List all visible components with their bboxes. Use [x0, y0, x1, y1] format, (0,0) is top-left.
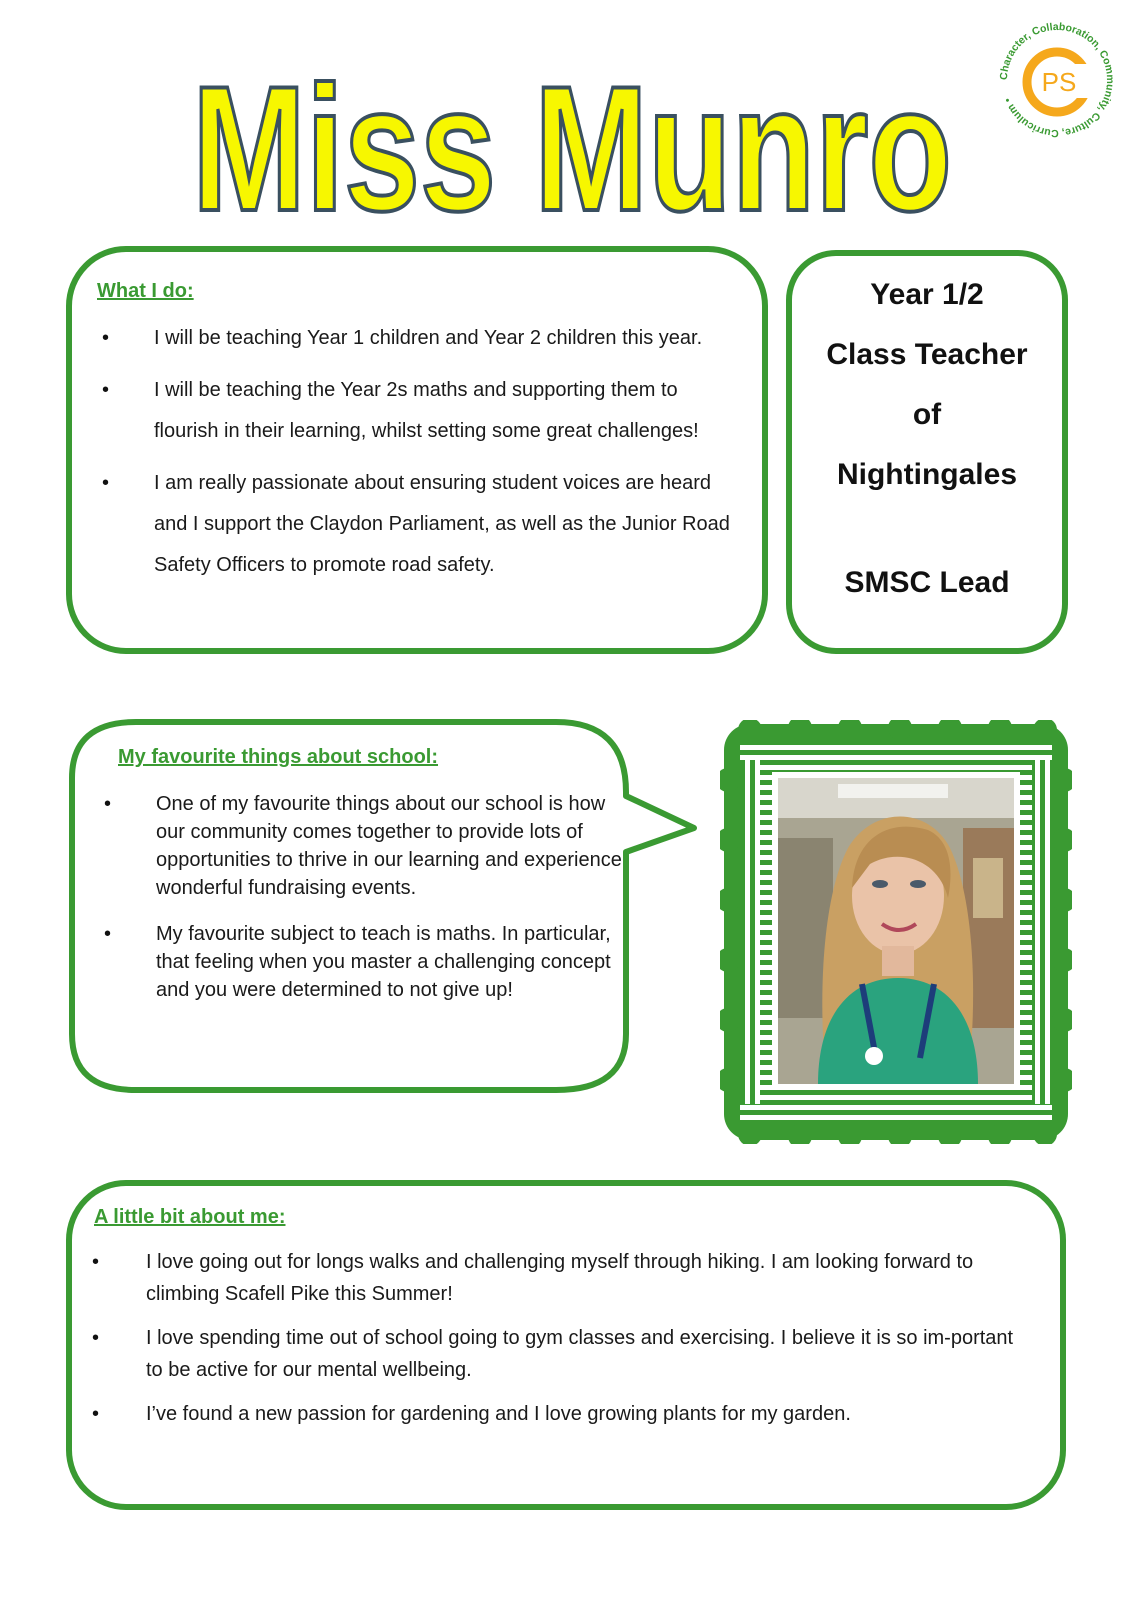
role-lead: SMSC Lead	[844, 566, 1010, 599]
what-i-do-list	[102, 318, 742, 597]
role-panel	[786, 250, 1068, 654]
role-year: Year 1/2	[870, 278, 984, 311]
photo-frame	[720, 720, 1072, 1144]
list-item: • I love spending time out of school going to gym classes and exercising. I believe it is so im-portant to be active for our mental wellbeing.	[92, 1322, 1022, 1386]
logo-monogram: PS	[1041, 67, 1077, 97]
what-i-do-panel	[66, 246, 768, 654]
list-item: • I’ve found a new passion for gardening and I love growing plants for my garden.	[92, 1398, 1022, 1430]
page-title	[182, 58, 962, 228]
page-title-art	[182, 58, 962, 228]
what-i-do-heading: What I do:	[97, 280, 194, 302]
list-item: • I will be teaching the Year 2s maths and supporting them to flourish in their learning, whilst setting some great challenges!	[102, 370, 742, 452]
list-item: • I love going out for longs walks and challenging myself through hiking. I am looking forward to climbing Scafell Pike this Summer!	[92, 1246, 1022, 1310]
list-item: • One of my favourite things about our school is how our community comes together to provide lots of opportunities to thrive in our learning and experience wonderful fundraising events.	[104, 790, 624, 902]
list-item: • My favourite subject to teach is maths. In particular, that feeling when you master a challenging concept and you were determined to not give up!	[104, 920, 624, 1004]
logo-ring-text: Character, Collaboration, Community, Culture, Curriculum •	[997, 20, 1117, 140]
about-me-heading: A little bit about me:	[94, 1206, 286, 1228]
list-item: • I will be teaching Year 1 children and Year 2 children this year.	[102, 318, 742, 359]
about-me-panel	[66, 1180, 1066, 1510]
list-item: • I am really passionate about ensuring student voices are heard and I support the Claydon Parliament, as well as the Junior Road Safety Officers to promote road safety.	[102, 463, 742, 586]
favourites-heading: My favourite things about school:	[118, 746, 439, 768]
role-of: of	[912, 398, 942, 431]
school-logo	[995, 18, 1119, 142]
role-title: Class Teacher	[826, 338, 1028, 371]
role-class-name: Nightingales	[836, 458, 1017, 491]
favourites-speech-bubble	[66, 716, 718, 1096]
about-me-list	[92, 1246, 1022, 1442]
favourites-list	[104, 790, 624, 1022]
page-title-text: Miss Munro	[192, 58, 952, 228]
teacher-photo	[778, 778, 1014, 1084]
